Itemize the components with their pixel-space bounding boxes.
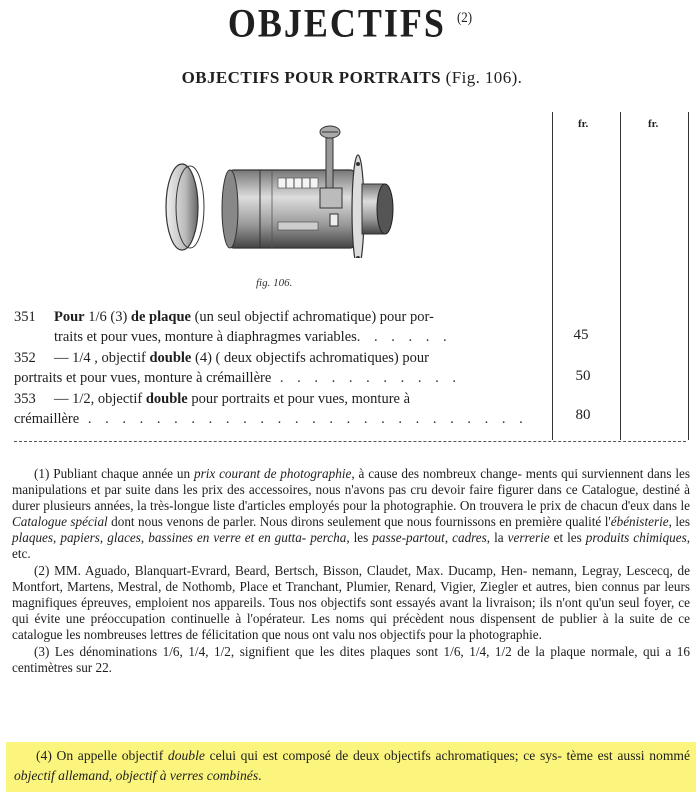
footnote-2: (2) MM. Aguado, Blanquart-Evrard, Beard, Bertsch, Bisson, Claudet, Max. Ducamp, Hen- nemann, Legray, Lescecq, de Montfort, Martens, Mestral, de Nothomb, Place et Tranchant, Plumier, Renard, Vigier, Ziegler et autres, bien connus par leurs magnifiques épreuves, emploient nos appareils. Tous nos objectifs sont essayés avant la livraison; ils n'ont qu'un seul foyer, ce qui évite une préoccupation continuelle à l'opérateur. Les noms qui précèdent nous dispensent de publier à la suite de ce catalogue les nombreuses lettres de félicitation que nous ont valu nos objectifs pour la photographie. <box>12 563 690 642</box>
page-title: OBJECTIFS $^{(2)}$ <box>227 0 473 46</box>
catalog-item-351: 351 Pour 1/6 (3) de plaque (un seul objectif achromatique) pour por- traits et pour vues, monture à diaphragmes variables. . . . . . <box>14 309 452 345</box>
price-353: 80 <box>575 407 591 423</box>
price-column-header-1: fr. <box>578 118 589 130</box>
item-number: 352 <box>14 350 36 366</box>
price-column-rule-middle <box>620 112 621 440</box>
mounting-flange <box>352 155 393 258</box>
footnote-1: (1) Publiant chaque année un prix courant de photographie, à cause des nombreux change- ments qui surviennent dans les manipulations et par suite dans les prix des accessoires, nous n'avons pas cru devoir faire figurer dans ce Catalogue, destiné à durer plusieurs années, la très-longue liste d'articles employés pour la photographie. On trouvera le prix de chacun d'eux dans le Catalogue spécial dont nous venons de parler. Nous dirons seulement que nous fournissons en première qualité l'ébénisterie, les plaques, papiers, glaces, bassines en verre et en gutta- percha, les passe-partout, cadres, la verrerie et les produits chimiques, etc. <box>12 466 691 561</box>
section-subtitle: OBJECTIFS POUR PORTRAITS (Fig. 106). <box>181 68 523 87</box>
section-divider <box>14 441 686 442</box>
price-351: 45 <box>573 327 589 343</box>
figure-caption: fig. 106. <box>256 277 293 289</box>
title-footnote-ref: (2) <box>456 8 473 26</box>
catalog-item-353: 353 — 1/2, objectif double pour portraits et pour vues, monture à crémaillère . . . . . . . . . . . . . . . . . . . . . . . . . . <box>14 391 528 427</box>
price-column-header-2: fr. <box>648 118 659 130</box>
lens-engraving-figure <box>160 118 400 258</box>
lens-barrel <box>222 170 356 248</box>
price-column-rule-left <box>552 112 553 440</box>
footnotes <box>12 466 690 676</box>
footnote-4-highlighted: (4) On appelle objectif double celui qui est composé de deux objectifs achromatiques; ce sys- tème est aussi nommé objectif allemand, objectif à verres combinés. <box>14 748 690 783</box>
lens-cap <box>166 164 204 250</box>
footnote-3: (3) Les dénominations 1/6, 1/4, 1/2, signifient que les dites plaques sont 1/6, 1/4, 1/2 de la plaque normale, qui a 16 centimètres sur 22. <box>12 644 690 675</box>
item-number: 351 <box>14 309 36 325</box>
item-number: 353 <box>14 391 36 407</box>
price-column-rule-right <box>688 112 689 440</box>
figure-reference: (Fig. 106). <box>445 68 523 87</box>
price-352: 50 <box>575 368 591 384</box>
catalog-item-352: 352 — 1/4 , objectif double (4) ( deux objectifs achromatiques) pour portraits et pour vues, monture à crémaillère . . . . . . . . . . . <box>14 350 462 386</box>
